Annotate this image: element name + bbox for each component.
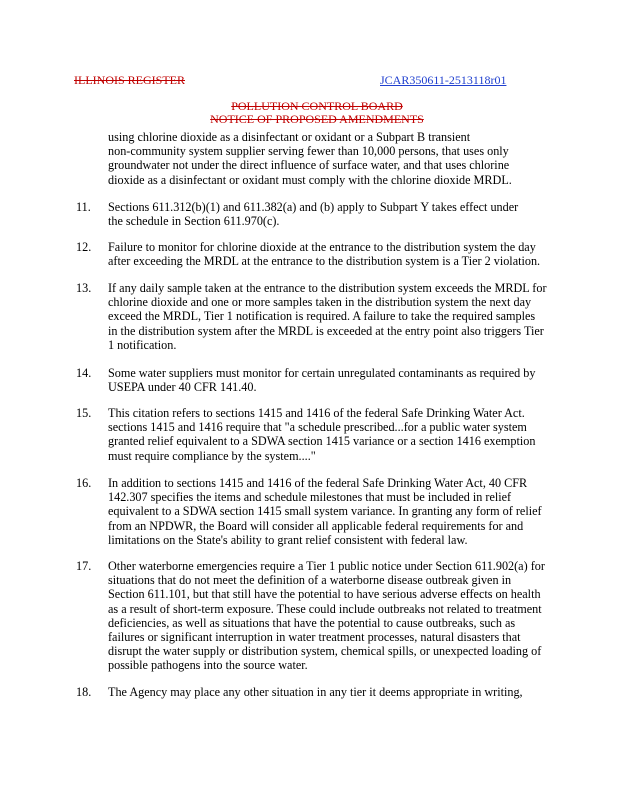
- note-number: 16.: [76, 476, 92, 490]
- note-number: 12.: [76, 240, 92, 254]
- note-number: 15.: [76, 406, 92, 420]
- note-text: If any daily sample taken at the entrance to the distribution system exceeds the MRDL for chlorine dioxide and one or more samples taken in the distribution system the next day exceed the MRDL, Tier 1 notification is required. A failure to take the required samples in the distribution system after the MRDL is exceeded at the entry point also triggers Tier 1 notification.: [108, 281, 547, 352]
- board-name: POLLUTION CONTROL BOARD: [231, 99, 403, 113]
- notice-title: NOTICE OF PROPOSED AMENDMENTS: [210, 112, 424, 126]
- note-number: 17.: [76, 559, 92, 573]
- note-text: In addition to sections 1415 and 1416 of the federal Safe Drinking Water Act, 40 CFR 142.307 specifies the items and schedule milestones that must be included in relief equivalent to a SDWA section 1415 small system variance. In granting any form of relief from an NPDWR, the Board will consider all applicable federal requirements for and limitations on the State's ability to grant relief consistent with federal law.: [108, 476, 542, 547]
- note-number: 18.: [76, 685, 92, 699]
- note-number: 11.: [76, 200, 91, 214]
- note-text: Other waterborne emergencies require a Tier 1 public notice under Section 611.902(a) for situations that do not meet the definition of a waterborne disease outbreak given in Section 611.101, but that still have the potential to have serious adverse effects on health as a result of short-term exposure. These could include outbreaks not related to treatment deficiencies, as well as situations that have the potential to cause outbreaks, such as failures or significant interruption in water treatment processes, natural disasters that disrupt the water supply or distribution system, chemical spills, or unexpected loading of possible pathogens into the source water.: [108, 559, 545, 673]
- intro-line: groundwater not under the direct influence of surface water, and that uses chlorine: [108, 158, 510, 173]
- note-number: 14.: [76, 366, 92, 380]
- intro-line: dioxide as a disinfectant or oxidant must comply with the chlorine dioxide MRDL.: [108, 172, 512, 187]
- note-text: Some water suppliers must monitor for certain unregulated contaminants as required by USEPA under 40 CFR 141.40.: [108, 366, 536, 395]
- note-text: The Agency may place any other situation in any tier it deems appropriate in writing,: [108, 685, 523, 699]
- note-text: This citation refers to sections 1415 and 1416 of the federal Safe Drinking Water Act. sections 1415 and 1416 require that "a schedule prescribed...for a public water system granted relief equivalent to a SDWA section 1415 variance or a section 1416 exemption must require compliance by the system....": [108, 406, 536, 463]
- intro-line: non-community system supplier serving fewer than 10,000 persons, that uses only: [108, 144, 509, 159]
- header-jcar-code: JCAR350611-2513118r01: [380, 73, 507, 87]
- header-register-title: ILLINOIS REGISTER: [74, 73, 185, 87]
- note-text: Failure to monitor for chlorine dioxide at the entrance to the distribution system the day after exceeding the MRDL at the entrance to the distribution system is a Tier 2 violation.: [108, 240, 541, 269]
- intro-line: using chlorine dioxide as a disinfectant or oxidant or a Subpart B transient: [108, 130, 471, 144]
- intro-paragraph: [108, 130, 568, 187]
- note-text: Sections 611.312(b)(1) and 611.382(a) and (b) apply to Subpart Y takes effect under the schedule in Section 611.970(c).: [108, 200, 519, 229]
- note-number: 13.: [76, 281, 92, 295]
